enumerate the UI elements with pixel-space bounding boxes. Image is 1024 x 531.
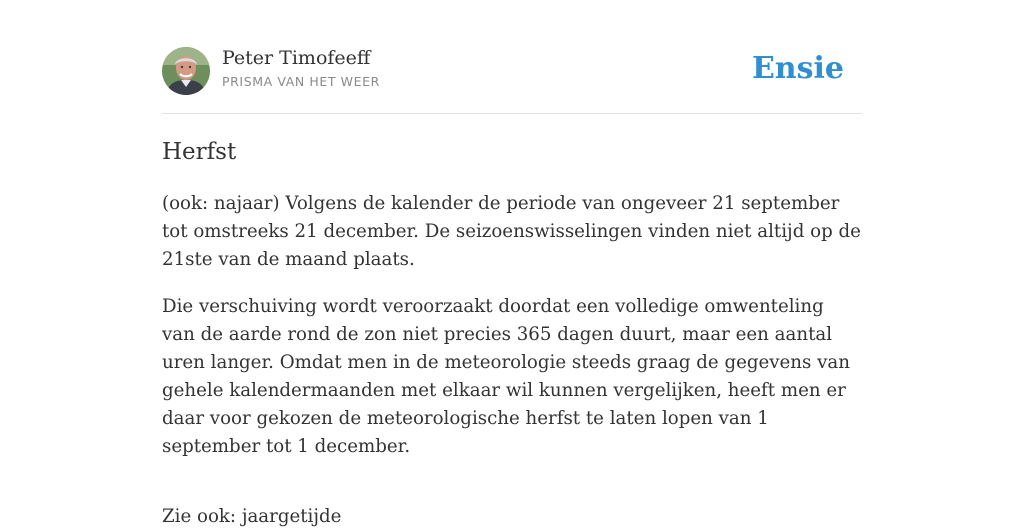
author-org[interactable]: PRISMA VAN HET WEER — [222, 74, 380, 89]
author-name[interactable]: Peter Timofeeff — [222, 47, 371, 69]
ensie-logo-link[interactable]: Ensie — [751, 51, 844, 86]
paragraph-spacer — [162, 480, 862, 503]
person-portrait-icon — [162, 47, 210, 95]
see-also-text: Zie ook: jaargetijde — [162, 506, 342, 527]
page-title: Herfst — [162, 139, 237, 165]
avatar[interactable] — [162, 47, 210, 95]
header — [162, 46, 862, 114]
article-paragraph-1: (ook: najaar) Volgens de kalender de periode van ongeveer 21 september tot omstreeks 21 december. De seizoenswisselingen vinden niet altijd op de 21ste van de maand plaats. — [162, 193, 861, 270]
article-body — [162, 190, 862, 531]
article-paragraph-2: Die verschuiving wordt veroorzaakt doordat een volledige omwenteling van de aarde rond de zon niet precies 365 dagen duurt, maar een aantal uren langer. Omdat men in de meteorologie steeds graag de gegevens van gehele kalendermaanden met elkaar wil kunnen vergelijken, heeft men er daar voor gekozen de meteorologische herfst te laten lopen van 1 september tot 1 december. — [162, 296, 850, 457]
